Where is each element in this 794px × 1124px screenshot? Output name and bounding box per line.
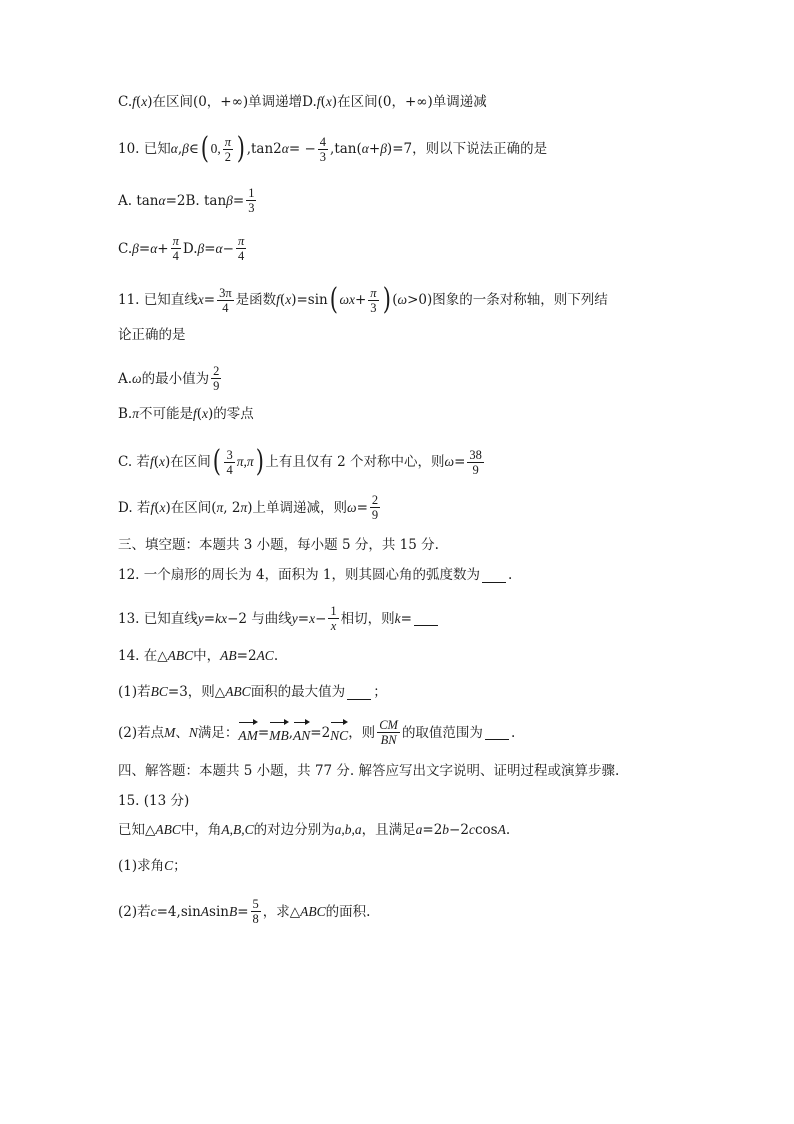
text: ( [153,454,159,470]
math: A,B,C [221,822,254,837]
text: C. 若 [118,454,150,470]
text: B. tan [185,192,227,209]
denominator: 8 [252,912,259,926]
text: 11. 已知直线 [118,292,198,308]
text: ( [135,94,142,110]
text: cos [474,822,498,838]
text: 13. 已知直线 [118,610,198,627]
fraction [223,135,233,164]
denominator: 4 [172,249,179,263]
text: 的取值范围为 [401,724,483,741]
text: ( [196,406,203,422]
text: 、 [175,724,189,741]
text: )=7，则以下说法正确的是 [386,141,548,157]
denominator: 2 [224,149,231,164]
math: BC [150,684,168,699]
math: A [200,903,210,919]
text: =2 [165,192,186,209]
text: (2)若 [118,903,151,920]
paren: ) [382,282,391,317]
text: ； [173,858,187,874]
fraction [328,604,338,633]
fraction [236,234,246,263]
text: 三、填空题：本题共 3 小题，每小题 5 分，共 15 分. [118,537,439,553]
question-10 [118,131,548,166]
math: f [149,454,154,469]
text: ( [320,94,326,110]
fraction [171,234,181,263]
question-11-cont [118,325,186,345]
math: ω [347,499,357,515]
text: 已知△ [118,822,156,838]
text: )在区间 [164,454,211,470]
fraction [370,493,380,522]
math: f [192,406,197,421]
numerator: 38 [469,447,482,462]
fraction [211,364,221,393]
q11-option-d [118,493,382,522]
math: ABC [225,684,251,699]
question-12 [118,565,512,585]
text: ( [154,499,160,516]
text: = [203,610,216,627]
math: α [150,240,158,256]
q10-options-ab [118,186,258,215]
numerator: π [224,134,231,149]
text: =2 [422,822,443,838]
math: α [215,240,223,256]
text: (1)若 [118,684,151,700]
text: ； [373,684,387,700]
text: =2 [310,724,331,741]
text: ( [392,292,398,308]
text: )在区间(0，+∞)单调递增 [147,94,303,110]
text: , [288,724,293,741]
text: = [257,724,270,741]
math: ABC [155,822,181,837]
text: 不可能是 [138,406,193,422]
math: ω [444,454,455,469]
math: x [197,292,204,307]
math: π [246,454,254,469]
math: y [291,610,298,626]
text: =4,sin [156,903,201,920]
text: = [203,292,216,308]
text: ，且满足 [361,822,416,838]
math: AB [220,648,237,663]
math: x [309,610,316,626]
text: 是函数 [235,292,277,308]
section-3-heading [118,535,439,555]
text: ，则 [348,724,376,741]
text: , 2 [223,499,241,516]
text: =3，则△ [167,684,226,700]
text: ,tan( [330,141,362,157]
numerator: 4 [319,134,327,149]
text: 论正确的是 [118,327,186,343]
paren: ( [212,444,221,479]
math: y [197,610,204,626]
math: M [164,724,176,740]
math: α [281,141,289,156]
fraction [368,286,378,315]
text: = [138,240,151,257]
math: x [159,499,166,515]
q9-options-cd [118,92,487,112]
text: + [157,240,169,257]
text: ,tan2 [246,141,282,157]
text: A. [118,370,133,387]
option-label: C. [118,94,133,110]
section-4-heading [118,761,619,781]
text: C. [118,240,133,257]
numerator: 2 [213,364,220,378]
answer-blank [414,611,438,626]
text: 10. 已知 [118,141,171,157]
math: ω [132,370,142,386]
math: B [228,903,238,919]
math: ωx [339,292,355,307]
text: D. 若 [118,499,151,516]
denominator: 4 [226,462,233,477]
question-14-part-1 [118,682,387,702]
q11-option-a [118,364,223,393]
answer-blank [347,685,371,700]
denominator: 3 [370,300,377,315]
math: x [325,94,332,109]
text: = [297,610,310,627]
question-15-part-1 [118,856,187,876]
question-14 [118,646,278,666]
text: = [356,499,368,516]
math: C [164,858,174,873]
vector: AN [293,719,310,746]
math: π [216,499,224,515]
paren: ( [329,282,338,317]
text: 满足： [197,724,239,741]
numerator: 3π [219,285,232,300]
math: b [442,822,450,837]
math: N [188,724,198,740]
math: x [141,94,148,109]
math: β [226,192,233,208]
numerator: π [370,285,377,300]
text: , [177,141,183,157]
denominator: 9 [472,462,479,477]
question-11 [118,282,608,317]
text: 中， [193,648,221,664]
denominator: 3 [319,149,327,164]
text: ∈ [188,141,199,157]
text: −2 [449,822,469,838]
math: π [132,406,139,421]
math: π, [236,454,247,469]
math: kx [215,610,228,626]
text: = [237,903,249,920]
math: α [170,141,178,156]
text: 15. (13 分) [118,793,190,809]
math: x [285,292,292,307]
text: B. [118,406,133,422]
text: 上有且仅有 2 个对称中心，则 [265,454,445,470]
text: ( [279,292,286,308]
text: )的零点 [208,406,254,422]
question-15-heading [118,791,189,811]
text: = [232,192,245,209]
text: 相切，则 [340,610,395,627]
numerator: 1 [248,186,255,200]
denominator: x [330,619,337,633]
text: − [222,240,234,257]
text: =2 [236,648,257,664]
text: = [204,240,216,257]
math: f [132,94,136,109]
vector: MB [269,719,289,746]
text: )上单调递减，则 [247,499,348,516]
text: 中，角 [180,822,222,838]
math: ABC [167,648,194,663]
q11-option-c [118,444,486,479]
paren: ) [255,444,264,479]
text: D. [182,240,198,257]
text: 12. 一个扇形的周长为 4，面积为 1，则其圆心角的弧度数为 [118,567,481,583]
q10-options-cd [118,234,248,263]
math: f [276,292,280,307]
question-14-part-2 [118,718,515,747]
paren: ( [200,131,209,166]
math: a,b,a [334,822,362,837]
question-15-text [118,820,510,840]
text: . [508,567,513,583]
text: 的对边分别为 [253,822,335,838]
math: x [158,454,165,469]
text: )在区间(0，+∞)单调递减 [331,94,487,110]
numerator: CM [379,718,398,732]
text: . [505,822,511,838]
denominator: 4 [222,300,229,315]
text: . [273,648,279,664]
denominator: 9 [371,508,379,522]
text: − [315,610,327,627]
math: β [182,141,189,156]
math: α [158,192,166,208]
fraction [467,448,484,477]
math: a [415,822,423,837]
text: 四、解答题：本题共 5 小题，共 77 分. 解答应写出文字说明、证明过程或演算步骤. [118,763,620,779]
text: A. tan [118,192,159,209]
denominator: 3 [248,201,255,215]
fraction [318,135,328,164]
text: 的最小值为 [141,370,210,387]
text: = − [288,141,316,157]
math: α [361,141,369,156]
vector: NC [330,719,348,746]
math: β [380,141,387,156]
math: x [202,406,209,421]
math: β [132,240,139,256]
text: = [454,454,466,470]
numerator: 3 [226,447,233,462]
math: ω [397,292,408,307]
math: f [150,499,155,515]
math: c [468,822,475,837]
numerator: 1 [330,604,337,618]
question-15-part-2 [118,897,370,926]
q11-option-b [118,404,254,424]
math: f [316,94,321,109]
numerator: 2 [371,493,379,507]
text: . [510,724,516,741]
fraction [217,286,234,315]
denominator: 9 [213,379,220,393]
text: −2 与曲线 [227,610,292,627]
numerator: π [237,234,245,248]
math: k [394,610,401,626]
text: )在区间( [165,499,217,516]
text: sin [209,903,229,920]
answer-blank [482,568,506,583]
math: 0, [210,141,221,156]
fraction [246,186,256,215]
question-13 [118,604,440,633]
numerator: 5 [252,897,259,911]
text: = [400,610,412,627]
text: 的面积. [325,903,371,920]
math: β [197,240,205,256]
denominator: 4 [237,249,245,263]
paren: ) [236,131,245,166]
fraction [224,448,234,477]
text: + [354,292,367,308]
math: A [497,822,506,837]
math: AC [256,648,274,663]
text: >0)图象的一条对称轴，则下列结 [407,292,608,308]
math: π [240,499,248,515]
text: 14. 在△ [118,648,168,664]
text: 面积的最大值为 [250,684,346,700]
math: ABC [300,903,326,919]
fraction [251,897,261,926]
math: c [150,903,157,919]
text: + [368,141,381,157]
answer-blank [485,725,509,740]
option-label: D. [302,94,317,110]
denominator: BN [380,733,397,747]
vector: AM [238,719,258,746]
numerator: π [172,234,179,248]
text: (2)若点 [118,724,165,741]
text: )=sin [291,292,328,308]
text: ，求△ [262,903,301,920]
fraction [377,718,400,747]
text: (1)求角 [118,858,165,874]
